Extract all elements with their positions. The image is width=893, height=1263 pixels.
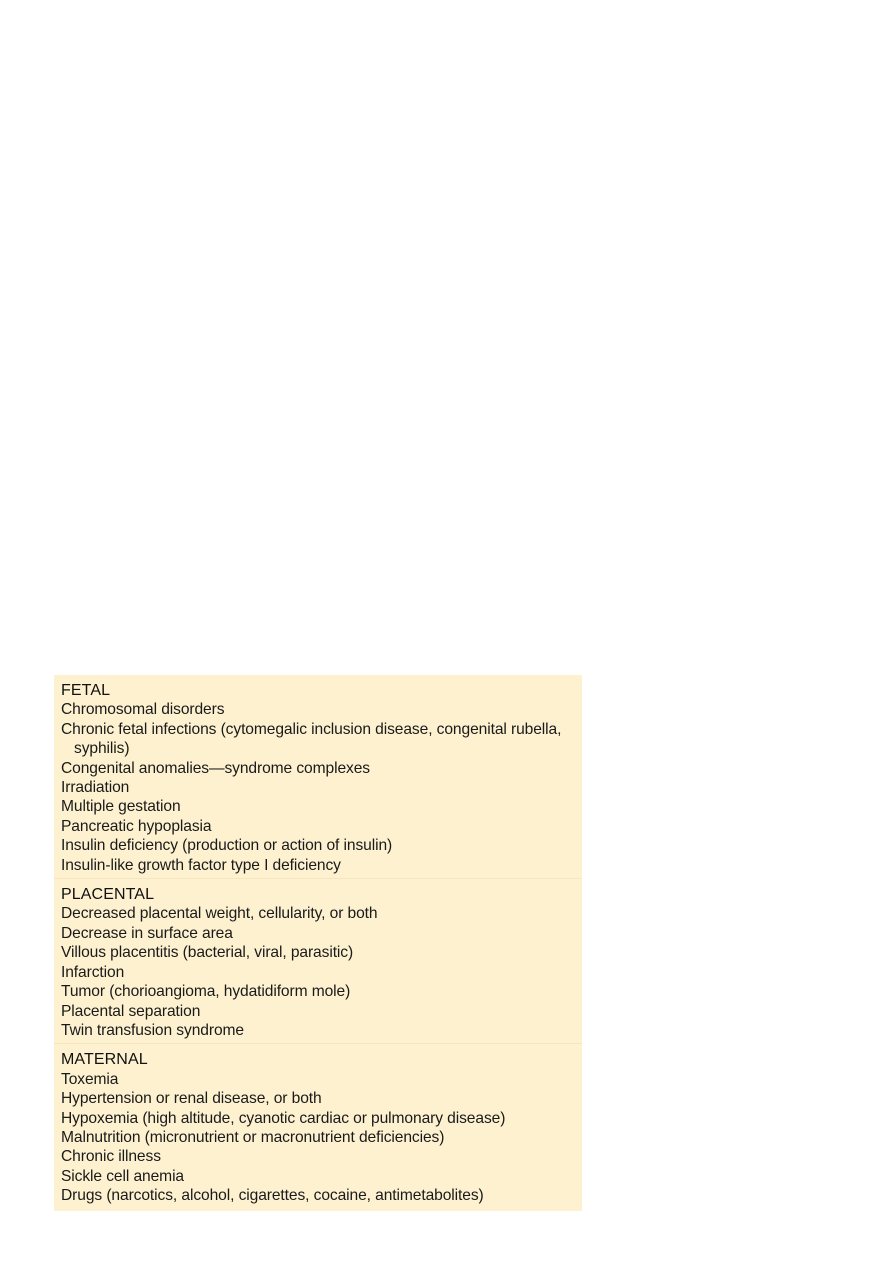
list-item: Placental separation <box>61 1002 201 1020</box>
list-item: Chromosomal disorders <box>61 701 225 719</box>
list-item: Chronic fetal infections (cytomegalic inclusion disease, congenital rubella, syphilis) <box>61 720 562 758</box>
list-item: Twin transfusion syndrome <box>61 1021 244 1039</box>
list-item: Drugs (narcotics, alcohol, cigarettes, cocaine, antimetabolites) <box>61 1187 484 1205</box>
list-item: Chronic illness <box>61 1148 161 1166</box>
list-item: Irradiation <box>61 779 130 797</box>
list-item: Decrease in surface area <box>61 924 233 942</box>
list-item: Hypoxemia (high altitude, cyanotic cardiac or pulmonary disease) <box>61 1109 506 1127</box>
list-item: Multiple gestation <box>61 798 181 816</box>
list-item: Toxemia <box>61 1070 119 1088</box>
list-item: Pancreatic hypoplasia <box>61 817 212 835</box>
list-item: Decreased placental weight, cellularity, or both <box>61 905 378 923</box>
section-title-placental: PLACENTAL <box>61 886 155 904</box>
section-title-fetal: FETAL <box>61 682 111 699</box>
section-placental <box>54 879 582 1044</box>
list-item: Congenital anomalies—syndrome complexes <box>61 759 370 777</box>
section-title-maternal: MATERNAL <box>61 1051 148 1069</box>
list-item: Malnutrition (micronutrient or macronutrient deficiencies) <box>61 1128 445 1146</box>
causes-table <box>54 675 582 1211</box>
list-item: Villous placentitis (bacterial, viral, parasitic) <box>61 944 354 962</box>
list-item: Hypertension or renal disease, or both <box>61 1090 322 1108</box>
section-maternal <box>54 1044 582 1210</box>
list-item: Infarction <box>61 963 125 981</box>
list-item: Sickle cell anemia <box>61 1167 185 1185</box>
section-fetal <box>54 675 582 879</box>
list-item: Tumor (chorioangioma, hydatidiform mole) <box>61 983 351 1001</box>
list-item: Insulin-like growth factor type I deficiency <box>61 856 341 874</box>
list-item: Insulin deficiency (production or action of insulin) <box>61 837 393 855</box>
